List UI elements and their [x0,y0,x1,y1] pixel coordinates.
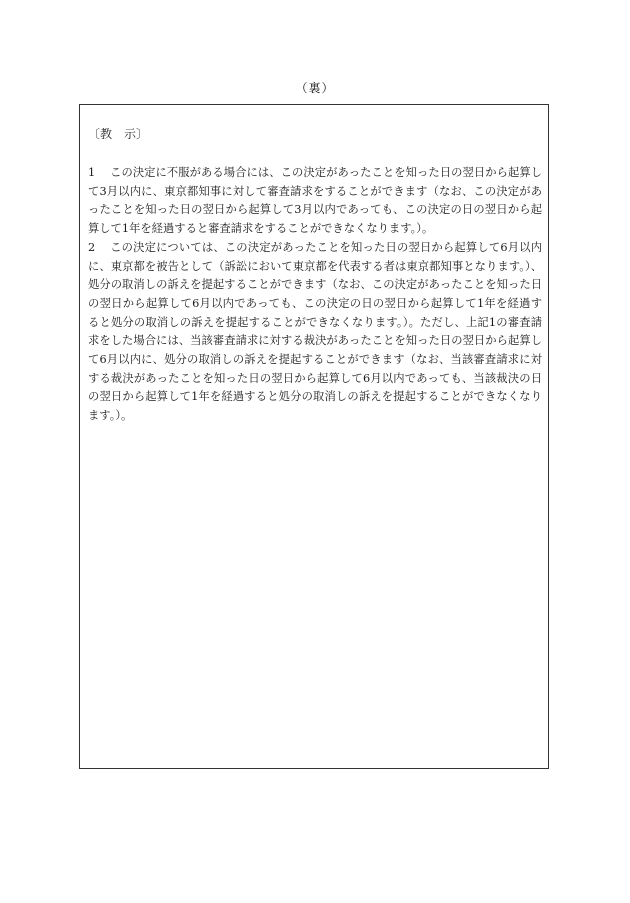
notice-box [79,104,549,769]
notice-item-text: この決定に不服がある場合には、この決定があったことを知った日の翌日から起算して3月以内に、東京都知事に対して審査請求をすることができます（なお、この決定があったことを知った日の翌日から起算して3月以内であっても、この決定の日の翌日から起算して1年を経過すると審査請求をすることができなくなります。）。 [88,166,542,236]
notice-item [80,239,548,426]
notice-item [80,164,548,239]
page-side-label: （裏） [295,81,335,95]
notice-item-number: 1 [88,166,96,179]
notice-list [80,164,548,426]
notice-item-number: 2 [88,240,96,254]
notice-heading: 〔教 示〕 [88,127,149,141]
notice-item-text: この決定については、この決定があったことを知った日の翌日から起算して6月以内に、東京都を被告として（訴訟において東京都を代表する者は東京都知事となります。）、処分の取消しの訴えを提起することができます（なお、この決定があったことを知った日の翌日から起算して6月以内であっても、この決定の日の翌日から起算して1年を経過すると処分の取消しの訴えを提起することができなくなります。）。ただし、上記1の審査請求をした場合には、当該審査請求に対する裁決があったことを知った日の翌日から起算して6月以内に、処分の取消しの訴えを提起することができます（なお、当該審査請求に対する裁決があったことを知った日の翌日から起算して6月以内であっても、当該裁決の日の翌日から起算して1年を経過すると処分の取消しの訴えを提起することができなくなります。）。 [88,240,542,423]
